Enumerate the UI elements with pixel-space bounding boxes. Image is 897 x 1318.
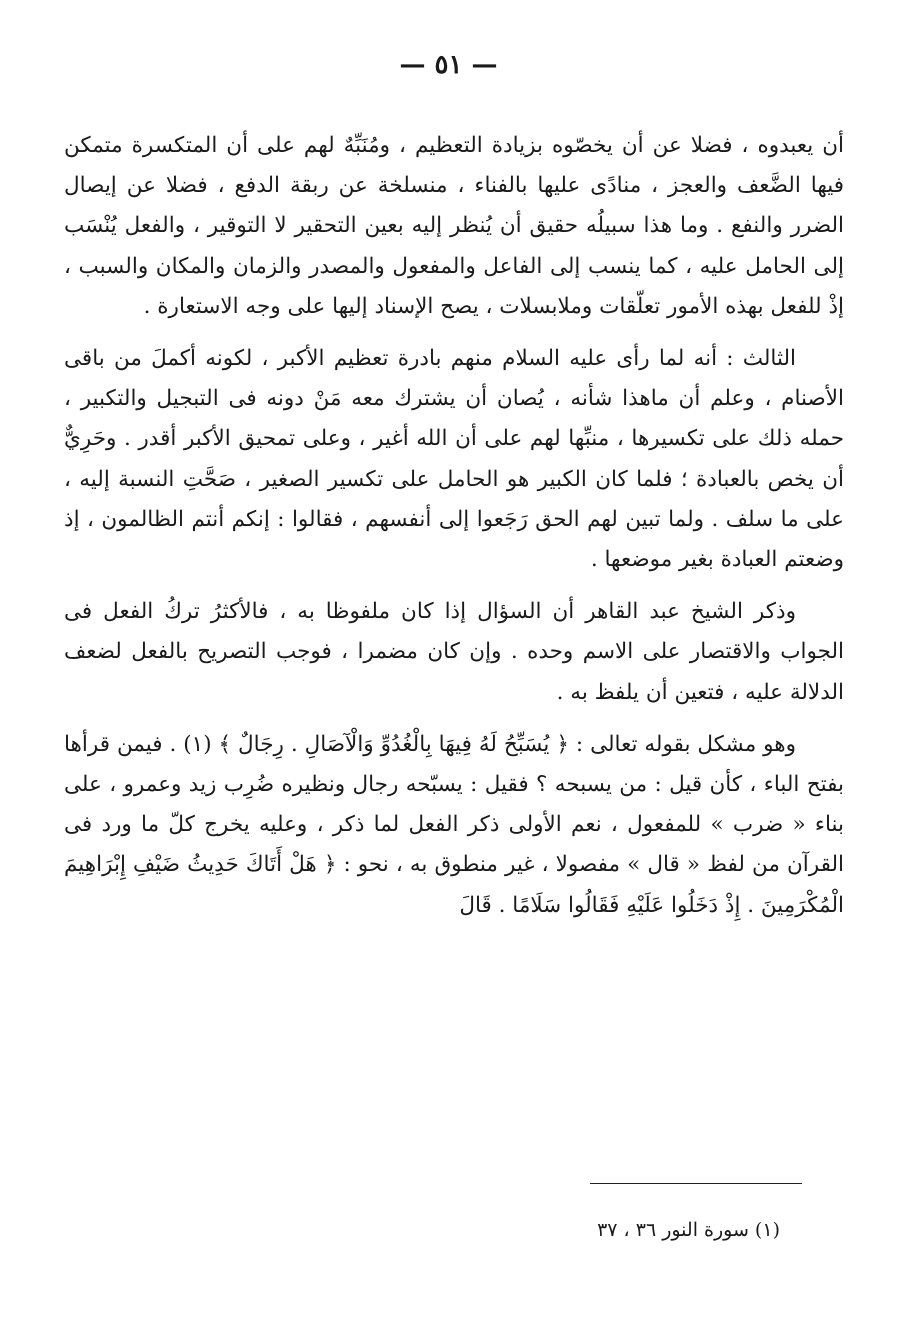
paragraph-4: وهو مشكل بقوله تعالى : ﴿ يُسَبِّحُ لَهُ فِيهَا بِالْغُدُوِّ وَالْآصَالِ . رِجَالٌ ﴾ (١) . فيمن قرأها بفتح الباء ، كأن قيل : من يسبحه ؟ فقيل : يسبّحه رجال ونظيره ضُرِب زيد وعمرو ، على بناء « ضرب » للمفعول ، نعم الأولى ذكر الفعل لما ذكر ، وعليه يخرج كلّ ما ورد فى القرآن من لفظ « قال » مفصولا ، غير منطوق به ، نحو : ﴿ هَلْ أَتَاكَ حَدِيثُ ضَيْفِ إِبْرَاهِيمَ الْمُكْرَمِينَ . إِذْ دَخَلُوا عَلَيْهِ فَقَالُوا سَلَامًا . قَالَ — [64, 731, 844, 918]
body-text — [64, 126, 844, 926]
footnote-separator — [590, 1183, 802, 1184]
paragraph-1: أن يعبدوه ، فضلا عن أن يخصّوه بزيادة التعظيم ، ومُنَبِّهٌ لهم على أن المتكسرة متمكن فيها الضَّعف والعجز ، منادًى عليها بالفناء ، منسلخة عن ربقة الدفع ، فضلا عن إيصال الضرر والنفع . وما هذا سبيلُه حقيق أن يُنظر إليه بعين التحقير لا التوقير ، والفعل يُنْسَب إلى الحامل عليه ، كما ينسب إلى الفاعل والمفعول والمصدر والزمان والمكان والسبب ، إذْ للفعل بهذه الأمور تعلّقات وملابسلات ، يصح الإسناد إليها على وجه الاستعارة . — [64, 133, 844, 319]
footnote: (١) سورة النور ٣٦ ، ٣٧ — [597, 1219, 780, 1241]
paragraph-3: وذكر الشيخ عبد القاهر أن السؤال إذا كان ملفوظا به ، فالأكثرُ تركُ الفعل فى الجواب والاقتصار على الاسم وحده . وإن كان مضمرا ، فوجب التصريح بالفعل لضعف الدلالة عليه ، فتعين أن يلفظ به . — [64, 599, 844, 705]
paragraph-2: الثالث : أنه لما رأى عليه السلام منهم بادرة تعظيم الأكبر ، لكونه أكملَ من باقى الأصنام ، وعلم أن ماهذا شأنه ، يُصان أن يشترك معه مَنْ دونه فى التبجيل والتكبير ، حمله ذلك على تكسيرها ، منبِّها لهم على أن الله أغير ، وعلى تمحيق الأكبر أقدر . وحَرِيٌّ أن يخص بالعبادة ؛ فلما كان الكبير هو الحامل على تكسير الصغير ، صَحَّتِ النسبة إليه ، على ما سلف . ولما تبين لهم الحق رَجَعوا إلى أنفسهم ، فقالوا : إنكم أنتم الظالمون ، إذ وضعتم العبادة بغير موضعها . — [64, 346, 844, 573]
page-number: — ٥١ — — [399, 50, 498, 80]
